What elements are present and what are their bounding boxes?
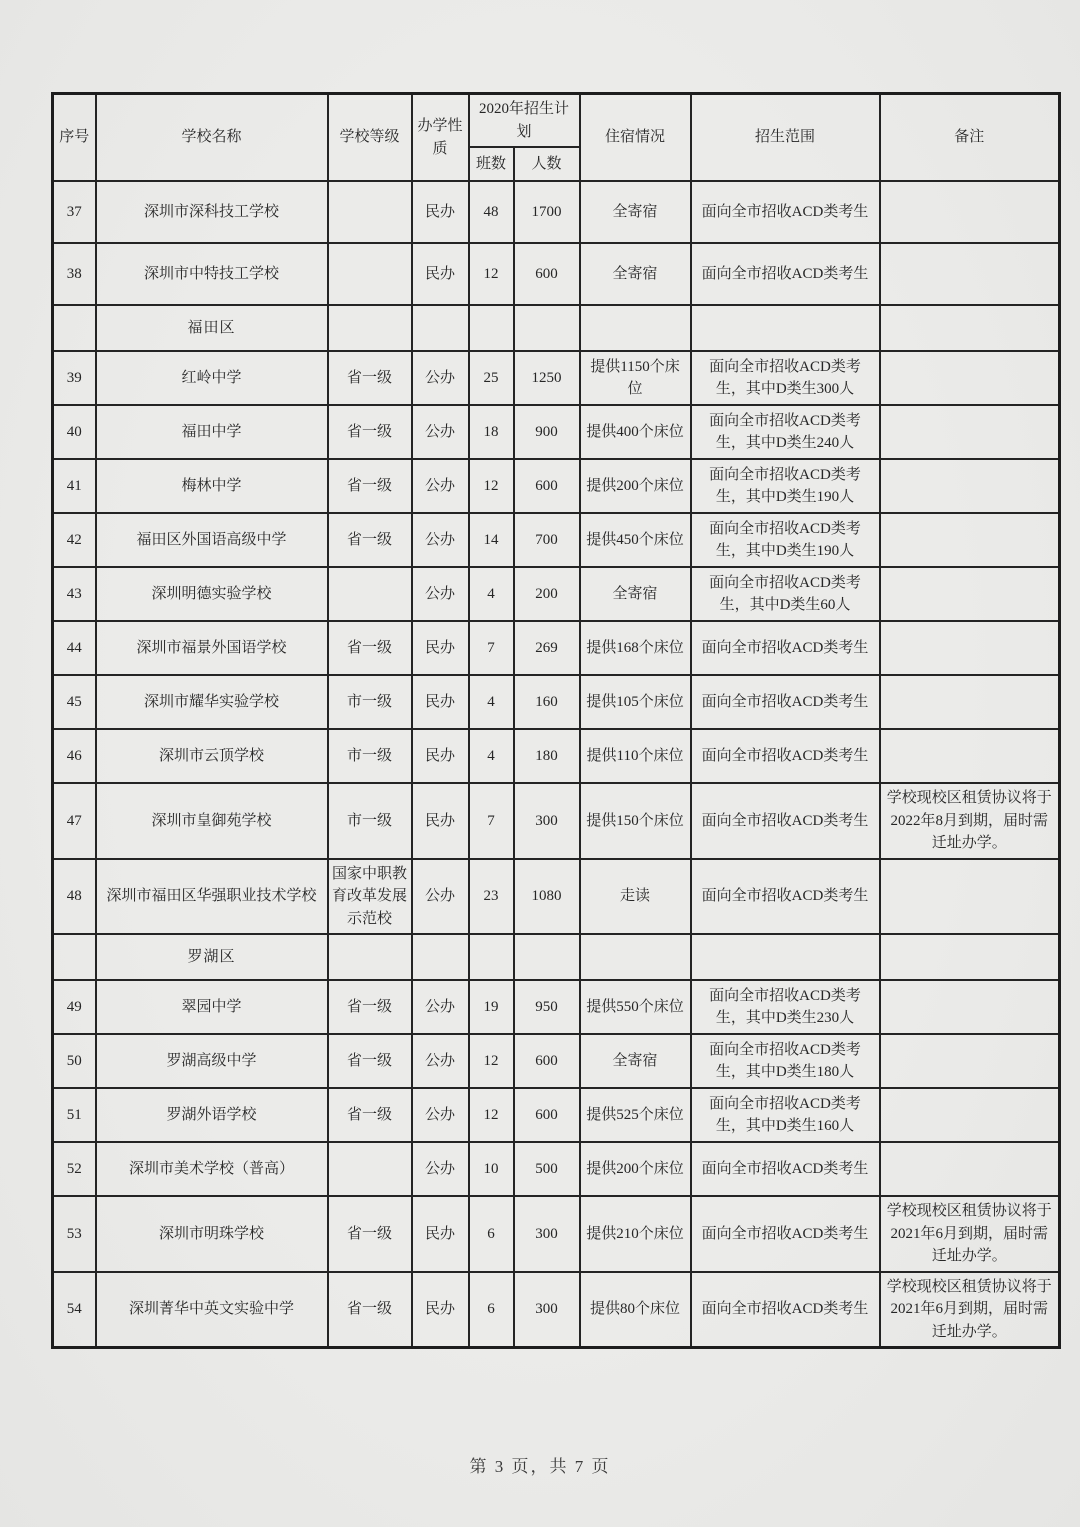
cell-school-name: 梅林中学 [96, 459, 328, 513]
cell-class-count: 10 [469, 1142, 514, 1196]
cell-nature: 公办 [412, 859, 469, 935]
cell-grade [328, 181, 412, 243]
cell-nature: 民办 [412, 675, 469, 729]
cell-class-count: 12 [469, 243, 514, 305]
cell-school-name: 红岭中学 [96, 351, 328, 405]
cell-student-count: 300 [514, 1196, 580, 1272]
cell-remark [880, 1088, 1060, 1142]
empty-cell [53, 305, 96, 351]
cell-remark [880, 351, 1060, 405]
empty-cell [412, 934, 469, 980]
cell-accommodation: 全寄宿 [580, 567, 691, 621]
cell-scope: 面向全市招收ACD类考生，其中D类生190人 [691, 459, 880, 513]
cell-school-name: 翠园中学 [96, 980, 328, 1034]
cell-serial: 44 [53, 621, 96, 675]
empty-cell [691, 305, 880, 351]
cell-serial: 46 [53, 729, 96, 783]
cell-class-count: 6 [469, 1272, 514, 1348]
cell-student-count: 900 [514, 405, 580, 459]
cell-accommodation: 提供110个床位 [580, 729, 691, 783]
header-class-count: 班数 [469, 147, 514, 181]
cell-scope: 面向全市招收ACD类考生 [691, 621, 880, 675]
cell-accommodation: 走读 [580, 859, 691, 935]
empty-cell [469, 934, 514, 980]
cell-grade [328, 243, 412, 305]
school-row-42 [53, 513, 1060, 567]
cell-serial: 39 [53, 351, 96, 405]
empty-cell [580, 305, 691, 351]
cell-remark [880, 1034, 1060, 1088]
header-accommodation: 住宿情况 [580, 94, 691, 182]
cell-grade: 省一级 [328, 513, 412, 567]
school-row-41 [53, 459, 1060, 513]
cell-grade: 省一级 [328, 980, 412, 1034]
header-serial: 序号 [53, 94, 96, 182]
cell-accommodation: 全寄宿 [580, 1034, 691, 1088]
cell-nature: 民办 [412, 621, 469, 675]
school-row-50 [53, 1034, 1060, 1088]
district-section-row [53, 934, 1060, 980]
cell-school-name: 深圳市深科技工学校 [96, 181, 328, 243]
cell-school-name: 深圳市耀华实验学校 [96, 675, 328, 729]
cell-student-count: 300 [514, 783, 580, 859]
school-row-53 [53, 1196, 1060, 1272]
cell-class-count: 12 [469, 459, 514, 513]
cell-scope: 面向全市招收ACD类考生 [691, 859, 880, 935]
cell-serial: 42 [53, 513, 96, 567]
cell-class-count: 6 [469, 1196, 514, 1272]
cell-student-count: 1700 [514, 181, 580, 243]
cell-scope: 面向全市招收ACD类考生，其中D类生230人 [691, 980, 880, 1034]
cell-nature: 公办 [412, 1142, 469, 1196]
cell-class-count: 7 [469, 621, 514, 675]
cell-student-count: 500 [514, 1142, 580, 1196]
district-label: 罗湖区 [96, 934, 328, 980]
cell-serial: 37 [53, 181, 96, 243]
empty-cell [514, 934, 580, 980]
school-row-40 [53, 405, 1060, 459]
cell-serial: 45 [53, 675, 96, 729]
cell-school-name: 深圳市美术学校（普高） [96, 1142, 328, 1196]
cell-nature: 公办 [412, 405, 469, 459]
empty-cell [880, 305, 1060, 351]
cell-school-name: 深圳市中特技工学校 [96, 243, 328, 305]
cell-school-name: 福田区外国语高级中学 [96, 513, 328, 567]
cell-serial: 40 [53, 405, 96, 459]
cell-nature: 民办 [412, 729, 469, 783]
cell-remark [880, 729, 1060, 783]
empty-cell [691, 934, 880, 980]
cell-accommodation: 提供168个床位 [580, 621, 691, 675]
school-row-46 [53, 729, 1060, 783]
cell-student-count: 600 [514, 459, 580, 513]
header-nature: 办学性质 [412, 94, 469, 182]
school-row-52 [53, 1142, 1060, 1196]
cell-nature: 民办 [412, 181, 469, 243]
cell-class-count: 14 [469, 513, 514, 567]
cell-accommodation: 提供200个床位 [580, 1142, 691, 1196]
table-header [53, 94, 1060, 182]
cell-remark [880, 459, 1060, 513]
cell-remark [880, 513, 1060, 567]
cell-school-name: 深圳市福田区华强职业技术学校 [96, 859, 328, 935]
cell-scope: 面向全市招收ACD类考生，其中D类生190人 [691, 513, 880, 567]
cell-nature: 公办 [412, 513, 469, 567]
cell-grade: 省一级 [328, 1196, 412, 1272]
empty-cell [328, 305, 412, 351]
cell-scope: 面向全市招收ACD类考生 [691, 783, 880, 859]
cell-school-name: 罗湖外语学校 [96, 1088, 328, 1142]
cell-serial: 41 [53, 459, 96, 513]
cell-scope: 面向全市招收ACD类考生 [691, 729, 880, 783]
cell-nature: 民办 [412, 243, 469, 305]
cell-serial: 52 [53, 1142, 96, 1196]
district-section-row [53, 305, 1060, 351]
cell-remark [880, 405, 1060, 459]
cell-scope: 面向全市招收ACD类考生 [691, 1142, 880, 1196]
cell-grade: 省一级 [328, 1272, 412, 1348]
cell-student-count: 700 [514, 513, 580, 567]
school-row-45 [53, 675, 1060, 729]
cell-student-count: 1080 [514, 859, 580, 935]
empty-cell [328, 934, 412, 980]
cell-class-count: 25 [469, 351, 514, 405]
cell-class-count: 19 [469, 980, 514, 1034]
cell-accommodation: 提供210个床位 [580, 1196, 691, 1272]
cell-school-name: 深圳市云顶学校 [96, 729, 328, 783]
cell-remark: 学校现校区租赁协议将于2021年6月到期，届时需迁址办学。 [880, 1196, 1060, 1272]
empty-cell [580, 934, 691, 980]
cell-scope: 面向全市招收ACD类考生，其中D类生160人 [691, 1088, 880, 1142]
cell-nature: 公办 [412, 980, 469, 1034]
cell-serial: 38 [53, 243, 96, 305]
cell-class-count: 12 [469, 1088, 514, 1142]
cell-student-count: 180 [514, 729, 580, 783]
table-body [53, 181, 1060, 1348]
school-row-44 [53, 621, 1060, 675]
school-row-43 [53, 567, 1060, 621]
cell-student-count: 300 [514, 1272, 580, 1348]
cell-accommodation: 提供1150个床位 [580, 351, 691, 405]
cell-nature: 民办 [412, 1272, 469, 1348]
cell-nature: 公办 [412, 1034, 469, 1088]
cell-student-count: 160 [514, 675, 580, 729]
cell-scope: 面向全市招收ACD类考生 [691, 675, 880, 729]
cell-grade: 市一级 [328, 783, 412, 859]
cell-class-count: 48 [469, 181, 514, 243]
cell-grade: 市一级 [328, 675, 412, 729]
cell-class-count: 18 [469, 405, 514, 459]
cell-scope: 面向全市招收ACD类考生 [691, 181, 880, 243]
cell-accommodation: 提供105个床位 [580, 675, 691, 729]
cell-accommodation: 提供150个床位 [580, 783, 691, 859]
cell-remark [880, 181, 1060, 243]
cell-remark [880, 980, 1060, 1034]
cell-student-count: 600 [514, 243, 580, 305]
cell-nature: 公办 [412, 1088, 469, 1142]
cell-school-name: 深圳明德实验学校 [96, 567, 328, 621]
school-row-39 [53, 351, 1060, 405]
empty-cell [53, 934, 96, 980]
cell-serial: 47 [53, 783, 96, 859]
header-plan-2020: 2020年招生计划 [469, 94, 580, 148]
cell-student-count: 200 [514, 567, 580, 621]
cell-school-name: 罗湖高级中学 [96, 1034, 328, 1088]
cell-accommodation: 全寄宿 [580, 181, 691, 243]
empty-cell [514, 305, 580, 351]
cell-scope: 面向全市招收ACD类考生，其中D类生60人 [691, 567, 880, 621]
cell-student-count: 600 [514, 1034, 580, 1088]
cell-grade: 省一级 [328, 1034, 412, 1088]
cell-school-name: 福田中学 [96, 405, 328, 459]
cell-grade: 市一级 [328, 729, 412, 783]
empty-cell [469, 305, 514, 351]
cell-serial: 49 [53, 980, 96, 1034]
header-student-count: 人数 [514, 147, 580, 181]
cell-class-count: 12 [469, 1034, 514, 1088]
cell-school-name: 深圳菁华中英文实验中学 [96, 1272, 328, 1348]
cell-remark: 学校现校区租赁协议将于2022年8月到期，届时需迁址办学。 [880, 783, 1060, 859]
cell-accommodation: 提供550个床位 [580, 980, 691, 1034]
school-row-37 [53, 181, 1060, 243]
cell-grade: 省一级 [328, 1088, 412, 1142]
cell-student-count: 1250 [514, 351, 580, 405]
cell-accommodation: 提供525个床位 [580, 1088, 691, 1142]
cell-scope: 面向全市招收ACD类考生，其中D类生300人 [691, 351, 880, 405]
cell-nature: 民办 [412, 1196, 469, 1272]
school-row-54 [53, 1272, 1060, 1348]
header-remark: 备注 [880, 94, 1060, 182]
cell-remark [880, 621, 1060, 675]
cell-nature: 民办 [412, 783, 469, 859]
cell-grade: 省一级 [328, 351, 412, 405]
cell-remark: 学校现校区租赁协议将于2021年6月到期，届时需迁址办学。 [880, 1272, 1060, 1348]
cell-scope: 面向全市招收ACD类考生 [691, 1272, 880, 1348]
cell-grade [328, 567, 412, 621]
cell-class-count: 23 [469, 859, 514, 935]
cell-remark [880, 859, 1060, 935]
cell-grade: 省一级 [328, 405, 412, 459]
header-school-grade: 学校等级 [328, 94, 412, 182]
cell-scope: 面向全市招收ACD类考生 [691, 243, 880, 305]
cell-serial: 48 [53, 859, 96, 935]
cell-student-count: 269 [514, 621, 580, 675]
cell-remark [880, 675, 1060, 729]
cell-accommodation: 提供450个床位 [580, 513, 691, 567]
district-label: 福田区 [96, 305, 328, 351]
cell-scope: 面向全市招收ACD类考生，其中D类生240人 [691, 405, 880, 459]
cell-school-name: 深圳市福景外国语学校 [96, 621, 328, 675]
cell-accommodation: 全寄宿 [580, 243, 691, 305]
cell-class-count: 4 [469, 675, 514, 729]
cell-school-name: 深圳市皇御苑学校 [96, 783, 328, 859]
cell-serial: 53 [53, 1196, 96, 1272]
cell-scope: 面向全市招收ACD类考生，其中D类生180人 [691, 1034, 880, 1088]
cell-grade: 省一级 [328, 621, 412, 675]
cell-accommodation: 提供80个床位 [580, 1272, 691, 1348]
cell-serial: 50 [53, 1034, 96, 1088]
header-scope: 招生范围 [691, 94, 880, 182]
cell-accommodation: 提供200个床位 [580, 459, 691, 513]
cell-scope: 面向全市招收ACD类考生 [691, 1196, 880, 1272]
cell-accommodation: 提供400个床位 [580, 405, 691, 459]
cell-nature: 公办 [412, 567, 469, 621]
cell-nature: 公办 [412, 351, 469, 405]
school-row-47 [53, 783, 1060, 859]
cell-grade: 省一级 [328, 459, 412, 513]
cell-class-count: 4 [469, 729, 514, 783]
empty-cell [880, 934, 1060, 980]
header-school-name: 学校名称 [96, 94, 328, 182]
cell-grade: 国家中职教育改革发展示范校 [328, 859, 412, 935]
cell-student-count: 950 [514, 980, 580, 1034]
cell-remark [880, 1142, 1060, 1196]
cell-class-count: 7 [469, 783, 514, 859]
cell-grade [328, 1142, 412, 1196]
page-footer: 第 3 页，共 7 页 [469, 1457, 611, 1476]
cell-serial: 54 [53, 1272, 96, 1348]
school-row-38 [53, 243, 1060, 305]
cell-class-count: 4 [469, 567, 514, 621]
school-admission-plan-table [51, 92, 1061, 1349]
cell-remark [880, 567, 1060, 621]
school-row-51 [53, 1088, 1060, 1142]
school-row-49 [53, 980, 1060, 1034]
cell-nature: 公办 [412, 459, 469, 513]
cell-serial: 43 [53, 567, 96, 621]
school-row-48 [53, 859, 1060, 935]
cell-student-count: 600 [514, 1088, 580, 1142]
empty-cell [412, 305, 469, 351]
cell-serial: 51 [53, 1088, 96, 1142]
cell-remark [880, 243, 1060, 305]
cell-school-name: 深圳市明珠学校 [96, 1196, 328, 1272]
